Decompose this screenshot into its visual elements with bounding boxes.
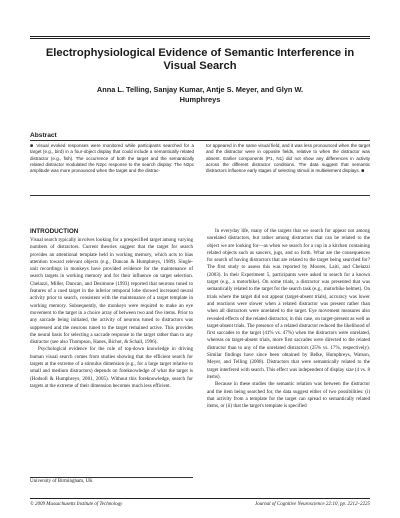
body-column-right: [207, 228, 370, 410]
article-title: Electrophysiological Evidence of Semantic Interference in Visual Search: [45, 47, 355, 72]
header-rule-thick: [30, 36, 370, 37]
abstract-start-box-icon: ■: [30, 143, 35, 149]
footer-journal-citation: Journal of Cognitive Neuroscience 22:10, pp. 2212–2225: [254, 502, 370, 507]
abstract-column-1: [30, 143, 194, 174]
paragraph: Psychological evidence for the role of top-down knowledge in driving human visual search comes from studies showing that the efficient search for targets at the extreme of a stimulus dimension (e.g., for a large target relative to small and medium distractors) depends on foreknowledge of what the target is (Hodsoll & Humphreys, 2001, 2005). Without this foreknowledge, search for targets at the extreme of their dimension becomes much less efficient.: [30, 346, 193, 389]
footer-rule: [30, 498, 370, 499]
body-column-left: [30, 237, 193, 390]
author-list: Anna L. Telling, Sanjay Kumar, Antje S. Meyer, and Glyn W. Humphreys: [96, 85, 304, 104]
abstract-text-1: Visual evoked responses were monitored while participants searched for a target (e.g., bird) in a four-object display that could include a semantically related distractor (e.g., fish). The occurrence of both the target and the semantically related distractor modulated the N2pc response to the search display: The N2pc amplitude was more pronounced when the target and the distrac-: [30, 143, 194, 174]
abstract-bottom-rule: [30, 195, 370, 196]
section-heading-introduction: INTRODUCTION: [30, 228, 79, 235]
abstract-text-2: tor appeared in the same visual field, and it was less pronounced when the target and the distractor were in opposite fields, relative to when the distractor was absent. Earlier components (P1, N1) did not show any differences in activity across the different distractor conditions. The data suggest that semantic distractors influence early stages of selecting stimuli in multielement displays.: [206, 143, 370, 174]
header-rule-thin: [30, 38, 370, 39]
affiliation: University of Birmingham, UK: [30, 479, 93, 484]
abstract-end-box-icon: ■: [361, 168, 365, 175]
paragraph: Because in these studies the semantic relation was between the distractor and the item being searched for, the data suggest either of two possibilities: (i) that activity from a template for the target can spread to semantically related items, or (ii) that the target's template is specified: [207, 381, 370, 410]
paragraph: Visual search typically involves looking for a prespecified target among varying numbers of distractors. Current theories suggest that the target for search provides an attentional template held in working memory, which acts to bias attention toward relevant objects (e.g., Duncan & Humphreys, 1989). Single-unit recordings in monkeys have provided evidence for the maintenance of search targets in working memory and for their influence on target selection. Chelazzi, Miller, Duncan, and Desimone (1993) reported that neurons tuned to features of a cued target in the inferior temporal lobe showed increased neural activity prior to search, consistent with the maintenance of a target template in working memory. Subsequently, the monkeys were required to make an eye movement to the target in a choice array of between two and five items. Prior to any saccade being initiated, the activity of neurons tuned to distractors was suppressed and the neurons tuned to the target remained active. This provides the neural basis for selecting a saccade response to the target rather than to any distractor (see also Thompson, Hanes, Bichot, & Schall, 1996).: [30, 237, 193, 346]
abstract-heading: Abstract: [30, 132, 57, 139]
abstract-top-rule: [30, 140, 370, 141]
footer-copyright: © 2009 Massachusetts Institute of Technology: [30, 502, 123, 507]
abstract-column-2: [206, 143, 370, 174]
affiliation-rule: [30, 477, 193, 478]
paragraph: In everyday life, many of the targets that we search for appear not among unrelated distractors, but rather among distractors that can be related to the object we are looking for—as when we search for a cup in a kitchen containing related objects such as saucers, jugs, and so forth. What are the consequences for search of having distractors that are related to the target being searched for? The first study to assess this was reported by Moores, Laiti, and Chelazzi (2003). In their Experiment 5, participants were asked to search for a known target (e.g., a motorbike). On some trials, a distractor was presented that was semantically related to the target for the search task (e.g., motorbike helmet). On trials where the target did not appear (target-absent trials), accuracy was lower and reactions were slower when a related distractor was present rather than when all distractors were unrelated to the target. Eye movement measures also revealed effects of the related distractor, in this case, on target-present as well as target-absent trials. The presence of a related distractor reduced the likelihood of first saccades to the target (41% vs. 47%) when the distractors were unrelated, whereas on target-absent trials, more first saccades were directed to the related distractor than to any of the unrelated distractors (25% vs. 17%, respectively). Similar findings have since been obtained by Belke, Humphreys, Watson, Meyer, and Telling (2008). Distractors that were semantically related to the target interfered with search. This effect was independent of display size (4 vs. 8 items).: [207, 228, 370, 380]
